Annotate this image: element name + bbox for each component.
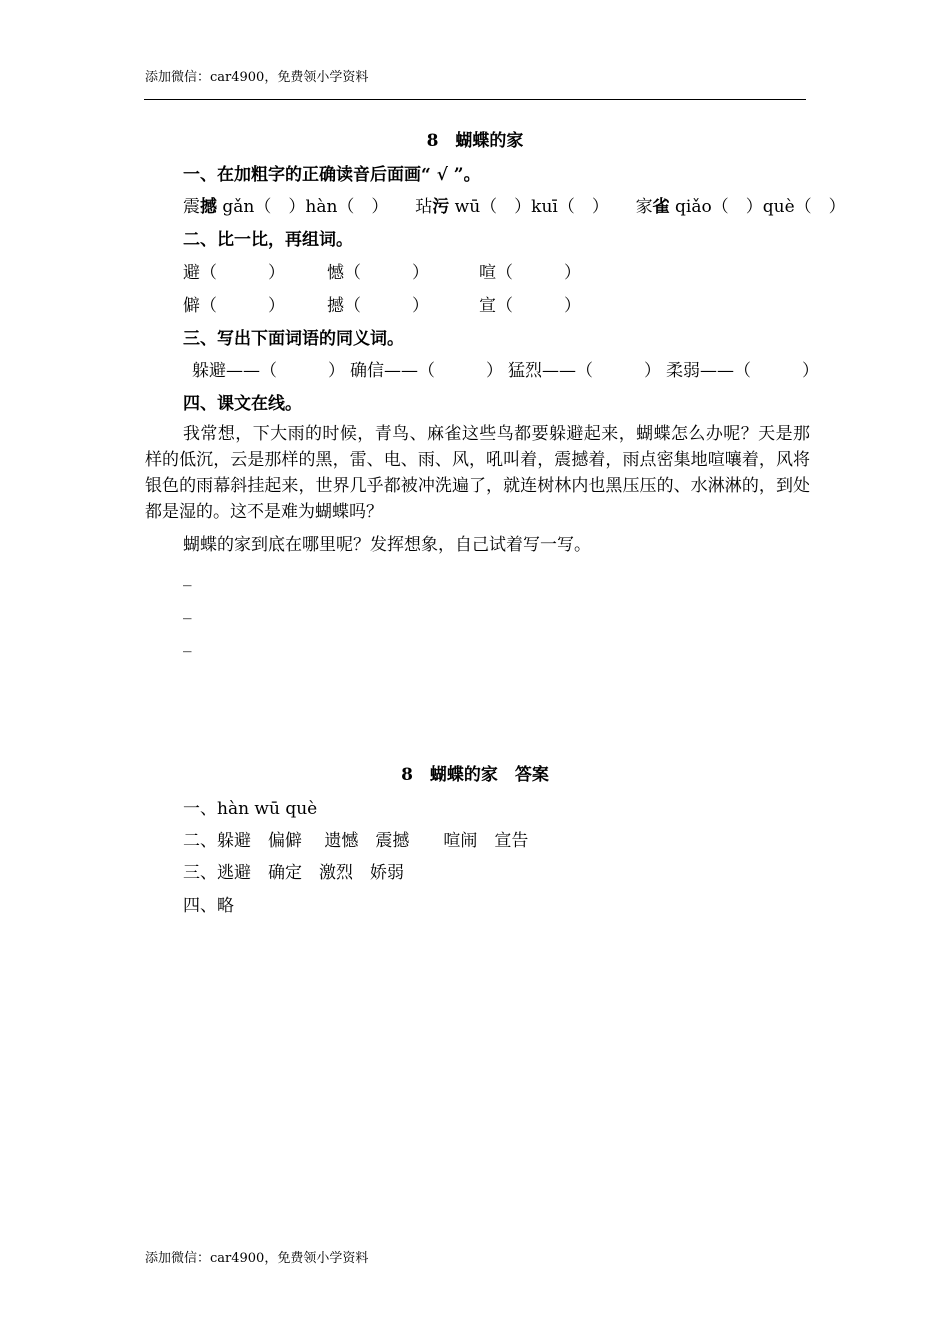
section2-heading: 二、比一比，再组词。 — [183, 230, 353, 250]
section1-heading: 一、在加粗字的正确读音后面画“ √ ”。 — [183, 165, 481, 185]
page-title: 8 蝴蝶的家 — [426, 131, 524, 151]
page-footer: 添加微信：car4900，免费领小学资料 — [145, 1251, 369, 1266]
section3-heading: 三、写出下面词语的同义词。 — [183, 329, 404, 349]
answer-2: 二、躲避 偏僻 遗憾 震撼 喧闹 宣告 — [183, 831, 529, 851]
section1-items — [183, 192, 846, 217]
header-rule — [144, 99, 806, 100]
answer-3: 三、逃避 确定 激烈 娇弱 — [183, 863, 404, 883]
answer-blank-1: _ — [183, 567, 192, 587]
s1-item-3: 家雀 qiǎo（ ）què（ ） — [635, 197, 846, 217]
answer-blank-3: _ — [183, 633, 192, 653]
section2-row-2: 僻（ ） 撼（ ） 宣（ ） — [183, 296, 581, 316]
answers-title: 8 蝴蝶的家 答案 — [401, 765, 549, 785]
s1-item-1: 震撼 gǎn（ ）hàn（ ） — [183, 197, 389, 217]
page-header: 添加微信：car4900，免费领小学资料 — [145, 70, 369, 85]
answer-4: 四、略 — [183, 896, 234, 916]
section3-items: 躲避——（ ） 确信——（ ） 猛烈——（ ） 柔弱——（ ） — [192, 361, 819, 381]
answer-1: 一、hàn wū què — [183, 799, 318, 819]
s1-item-2: 玷污 wū（ ）kuī（ ） — [415, 197, 609, 217]
answer-blank-2: _ — [183, 600, 192, 620]
section4-heading: 四、课文在线。 — [183, 394, 302, 414]
section4-paragraph: 我常想，下大雨的时候，青鸟、麻雀这些鸟都要躲避起来，蝴蝶怎么办呢？天是那样的低沉，云是那样的黑，雷、电、雨、风，吼叫着，震撼着，雨点密集地喧嚷着，风将银色的雨幕斜挂起来，世界几乎都被冲洗遍了，就连树林内也黑压压的、水淋淋的，到处都是湿的。这不是难为蝴蝶吗？ — [145, 424, 810, 522]
section2-row-1: 避（ ） 憾（ ） 喧（ ） — [183, 263, 581, 283]
section4-prompt: 蝴蝶的家到底在哪里呢？发挥想象，自己试着写一写。 — [183, 535, 591, 555]
